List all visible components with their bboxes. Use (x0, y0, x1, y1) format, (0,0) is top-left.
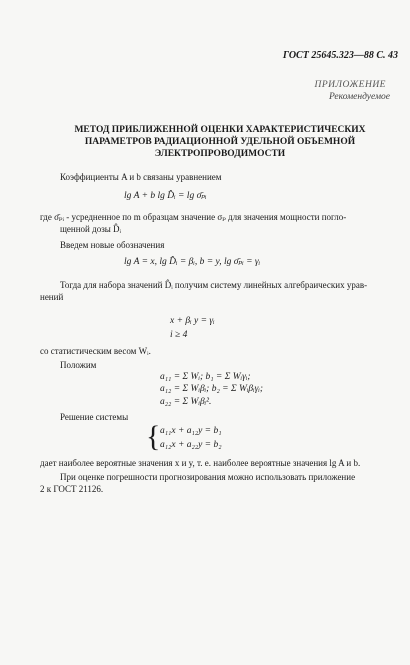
paragraph-result: дает наиболее вероятные значения x и y, т. е. наиболее вероятные значения lg A и b. (40, 458, 361, 468)
paragraph-error-line1: При оценке погрешности прогнозирования можно использовать приложение (60, 472, 356, 482)
system-brace: { (146, 420, 161, 453)
paragraph-where-line1: где σ̄ₚᵢ - усредненное по m образцам значение σₚ для значения мощности погло- (40, 212, 347, 222)
title-line-2: ПАРАМЕТРОВ РАДИАЦИОННОЙ УДЕЛЬНОЙ ОБЪЕМНОЙ (84, 137, 356, 147)
equation-5a: a₁₁x + a₁₂y = b₁ (160, 426, 222, 436)
title-line-3: ЭЛЕКТРОПРОВОДИМОСТИ (154, 149, 286, 159)
equation-2: lg A = x, lg D̂ᵢ = βᵢ, b = y, lg σ̄ₚᵢ = γᵢ (124, 257, 261, 267)
paragraph-set-line1: Тогда для набора значений D̂ᵢ получим систему линейных алгебраических урав- (60, 280, 368, 290)
equation-1: lg A + b lg D̂ᵢ = lg σ̄ₚᵢ (124, 191, 207, 201)
title-line-1: МЕТОД ПРИБЛИЖЕННОЙ ОЦЕНКИ ХАРАКТЕРИСТИЧЕСКИХ (74, 125, 366, 135)
appendix-label: ПРИЛОЖЕНИЕ (314, 80, 386, 90)
paragraph-notation: Введем новые обозначения (60, 240, 165, 250)
recommended-label: Рекомендуемое (328, 92, 390, 102)
section-title (70, 124, 370, 160)
equation-4b: a₁₂ = Σ Wᵢβᵢ; b₂ = Σ Wᵢβᵢγᵢ; (160, 384, 264, 394)
paragraph-where-line2: щенной дозы D̂ᵢ (60, 224, 122, 234)
equation-3b: i ≥ 4 (170, 330, 188, 340)
equation-5b: a₁₂x + a₂₂y = b₂ (160, 440, 222, 450)
paragraph-coefficients: Коэффициенты A и b связаны уравнением (60, 172, 222, 182)
paragraph-let: Положим (60, 360, 97, 370)
equation-3a: x + βᵢ y = γᵢ (170, 316, 215, 326)
equation-4c: a₂₂ = Σ Wᵢβᵢ². (160, 397, 212, 407)
gost-header: ГОСТ 25645.323—88 С. 43 (282, 50, 398, 61)
paragraph-set-line2: нений (40, 292, 64, 302)
paragraph-weight: со статистическим весом Wᵢ. (40, 346, 151, 356)
paragraph-solution: Решение системы (60, 412, 129, 422)
paragraph-error-line2: 2 к ГОСТ 21126. (40, 484, 104, 494)
equation-4a: a₁₁ = Σ Wᵢ; b₁ = Σ Wᵢγᵢ; (160, 372, 251, 382)
